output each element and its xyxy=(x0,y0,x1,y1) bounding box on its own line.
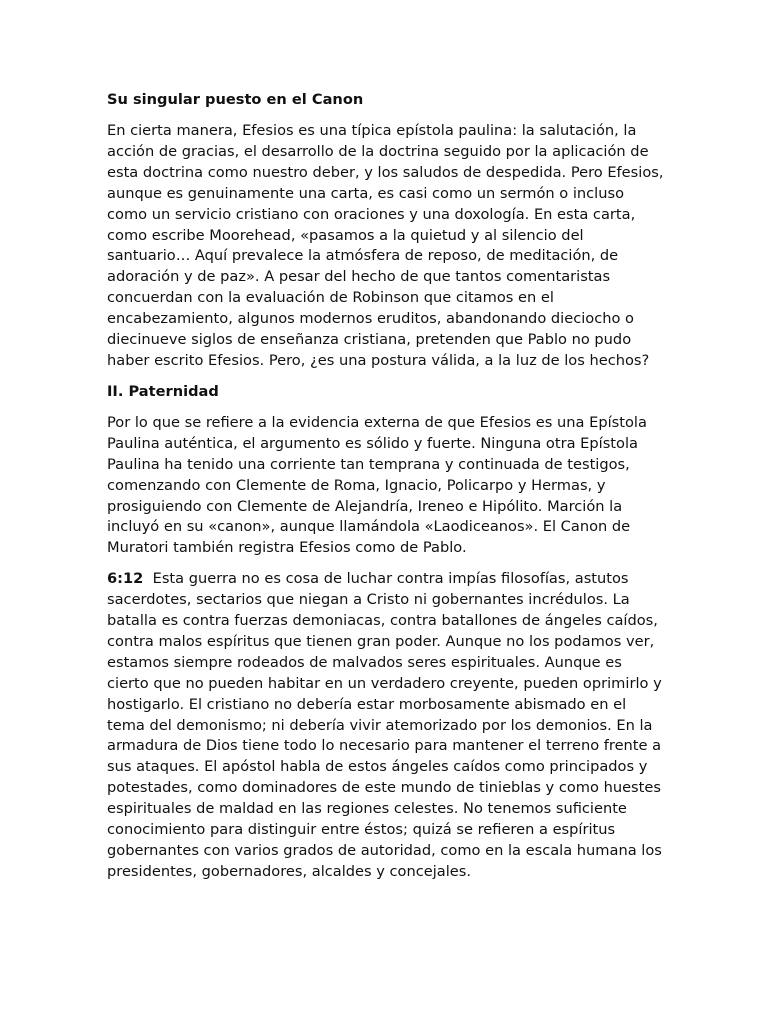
paragraph-paternidad: Por lo que se refiere a la evidencia externa de que Efesios es una Epístola Paulina auténtica, el argumento es sólido y fuerte. Ninguna otra Epístola Paulina ha tenido una corriente tan temprana y continuada de testigos, comenzando con Clemente de Roma, Ignacio, Policarpo y Hermas, y prosiguiendo con Clemente de Alejandría, Ireneo e Hipólito. Marción la incluyó en su «canon», aunque llamándola «Laodiceanos». El Canon de Muratori también registra Efesios como de Pablo. xyxy=(107,413,647,557)
document-page xyxy=(107,90,667,893)
section-heading-canon: Su singular puesto en el Canon xyxy=(107,91,364,108)
paragraph-canon: En cierta manera, Efesios es una típica epístola paulina: la salutación, la acción de gracias, el desarrollo de la doctrina seguido por la aplicación de esta doctrina como nuestro deber, y los saludos de despedida. Pero Efesios, aunque es genuinamente una carta, es casi como un sermón o incluso como un servicio cristiano con oraciones y una doxología. En esta carta, como escribe Moorehead, «pasamos a la quietud y al silencio del santuario… Aquí prevalece la atmósfera de reposo, de meditación, de adoración y de paz». A pesar del hecho de que tantos comentaristas concuerdan con la evaluación de Robinson que citamos en el encabezamiento, algunos modernos eruditos, abandonando dieciocho o diecinueve siglos de enseñanza cristiana, pretenden que Pablo no pudo haber escrito Efesios. Pero, ¿es una postura válida, a la luz de los hechos? xyxy=(107,122,664,369)
commentary-text: Esta guerra no es cosa de luchar contra impías filosofías, astutos sacerdotes, sectarios que niegan a Cristo ni gobernantes incrédulos. La batalla es contra fuerzas demoniacas, contra batallones de ángeles caídos, contra malos espíritus que tienen gran poder. Aunque no los podamos ver, estamos siempre rodeados de malvados seres espirituales. Aunque es cierto que no pueden habitar en un verdadero creyente, pueden oprimirlo y hostigarlo. El cristiano no debería estar morbosamente abismado en el tema del demonismo; ni debería vivir atemorizado por los demonios. En la armadura de Dios tiene todo lo necesario para mantener el terreno frente a sus ataques. El apóstol habla de estos ángeles caídos como principados y potestades, como dominadores de este mundo de tinieblas y como huestes espirituales de maldad en las regiones celestes. No tenemos suficiente conocimiento para distinguir entre éstos; quizá se refieren a espíritus gobernantes con varios grados de autoridad, como en la escala humana los presidentes, gobernadores, alcaldes y concejales. xyxy=(107,570,662,880)
verse-reference: 6:12 xyxy=(107,570,144,588)
section-heading-paternidad: II. Paternidad xyxy=(107,382,219,400)
commentary-paragraph xyxy=(107,569,667,883)
